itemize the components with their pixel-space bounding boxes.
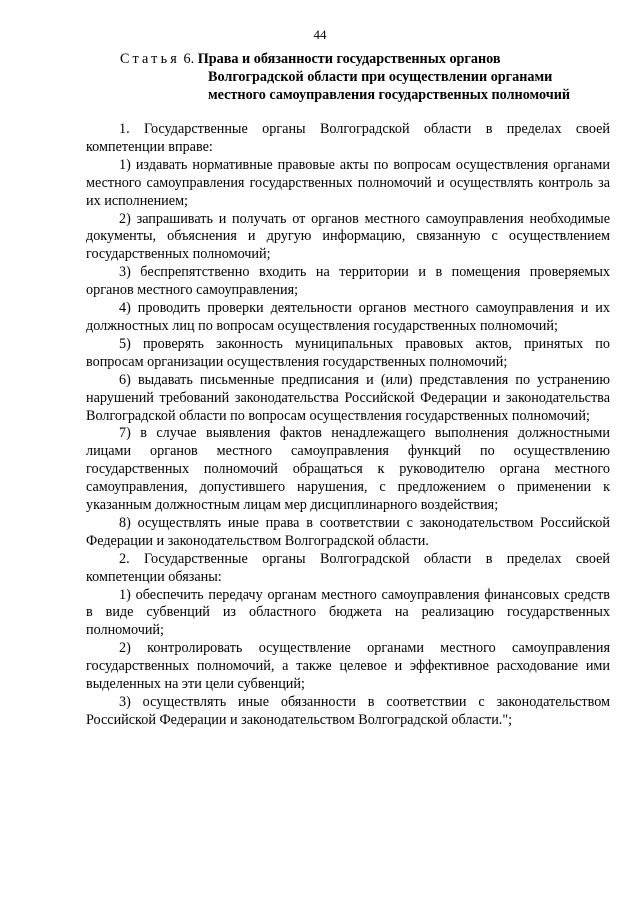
article-title-line-1: Права и обязанности государственных органов [197, 51, 501, 67]
paragraph-duty-2: 2) контролировать осуществление органами местного самоуправления государственных полномочий, а также целевое и эффективное расходование ими выделенных на эти цели субвенций; [86, 640, 610, 693]
article-number: 6. [183, 51, 195, 67]
paragraph-2-duties-intro: 2. Государственные органы Волгоградской области в пределах своей компетенции обязаны: [86, 550, 610, 585]
article-title-line-3: местного самоуправления государственных полномочий [208, 87, 571, 103]
paragraph-right-8: 8) осуществлять иные права в соответствии с законодательством Российской Федерации и законодательством Волгоградской области. [86, 514, 610, 549]
paragraph-right-2: 2) запрашивать и получать от органов местного самоуправления необходимые документы, объяснения и другую информацию, связанную с осуществлением государственных полномочий; [86, 210, 610, 263]
paragraph-right-7: 7) в случае выявления фактов ненадлежащего выполнения должностными лицами органов местного самоуправления функций по осуществлению государственных полномочий обращаться к руководителю органа местного самоуправления, допустившего нарушения, с предложением о применении к указанным должностным лицам мер дисциплинарного воздействия; [86, 425, 610, 514]
page-number: 44 [313, 27, 327, 42]
paragraph-1-rights-intro: 1. Государственные органы Волгоградской области в пределах своей компетенции вправе: [86, 121, 610, 155]
paragraph-duty-1: 1) обеспечить передачу органам местного самоуправления финансовых средств в виде субвенций из областного бюджета на реализацию государственных полномочий; [86, 586, 610, 639]
paragraph-right-1: 1) издавать нормативные правовые акты по вопросам осуществления органами местного самоуправления государственных полномочий и осуществлять контроль за их исполнением; [86, 156, 610, 209]
article-header [120, 50, 610, 104]
paragraph-right-4: 4) проводить проверки деятельности органов местного самоуправления и их должностных лиц по вопросам осуществления государственных полномочий; [86, 300, 610, 334]
paragraph-right-5: 5) проверять законность муниципальных правовых актов, принятых по вопросам организации осуществления государственных полномочий; [86, 335, 610, 370]
paragraph-duty-3: 3) осуществлять иные обязанности в соответствии с законодательством Российской Федерации и законодательством Волгоградской области."; [86, 694, 610, 728]
article-body [86, 121, 610, 730]
article-title-line-2: Волгоградской области при осуществлении органами [208, 69, 553, 85]
article-title-first-line [120, 50, 610, 68]
article-label: Статья [120, 51, 180, 67]
paragraph-right-6: 6) выдавать письменные предписания и (или) представления по устранению нарушений требований законодательства Российской Федерации и законодательства Волгоградской области по вопросам осуществления государственных полномочий; [86, 371, 610, 424]
paragraph-right-3: 3) беспрепятственно входить на территории и в помещения проверяемых органов местного самоуправления; [86, 264, 610, 299]
